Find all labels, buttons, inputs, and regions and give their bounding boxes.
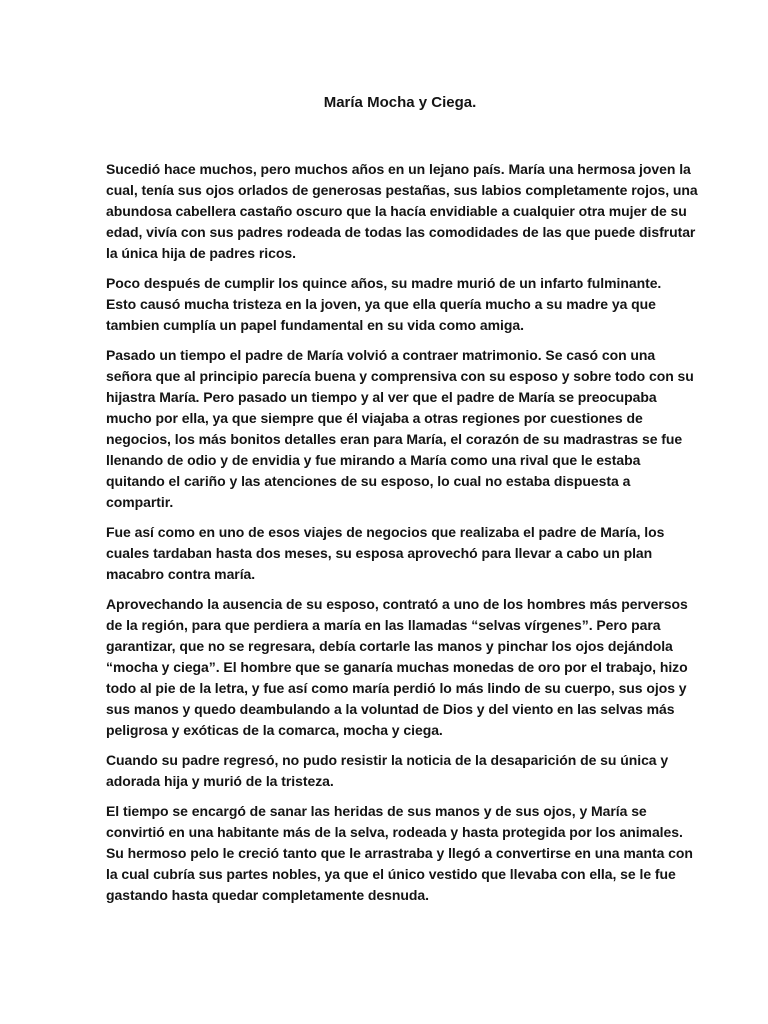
text-line: Pasado un tiempo el padre de María volvió a contraer matrimonio. Se casó con una — [106, 347, 656, 363]
text-line: gastando hasta quedar completamente desnuda. — [106, 887, 429, 903]
text-line: abundosa cabellera castaño oscuro que la hacía envidiable a cualquier otra mujer de su — [106, 203, 687, 219]
text-line: adorada hija y murió de la tristeza. — [106, 773, 334, 789]
paragraph — [106, 801, 693, 906]
text-line: Poco después de cumplir los quince años, su madre murió de un infarto fulminante. — [106, 275, 662, 291]
document-title: María Mocha y Ciega. — [323, 94, 477, 111]
text-line: sus manos y quedo deambulando a la voluntad de Dios y del viento en las selvas más — [106, 701, 675, 717]
text-line: negocios, los más bonitos detalles eran para María, el corazón de su madrastras se fue — [106, 431, 683, 447]
text-line: “mocha y ciega”. El hombre que se ganaría muchas monedas de oro por el trabajo, hizo — [106, 659, 688, 675]
paragraph — [106, 750, 669, 792]
text-line: la única hija de padres ricos. — [106, 245, 296, 261]
text-line: tambien cumplía un papel fundamental en su vida como amiga. — [106, 317, 524, 333]
text-line: hijastra María. Pero pasado un tiempo y al ver que el padre de María se preocupaba — [106, 389, 657, 405]
text-line: llenando de odio y de envidia y fue mirando a María como una rival que le estaba — [106, 452, 641, 468]
text-line: garantizar, que no se regresara, debía cortarle las manos y pinchar los ojos dejándola — [106, 638, 673, 654]
text-line: convirtió en una habitante más de la selva, rodeada y hasta protegida por los animales. — [106, 824, 683, 840]
text-line: cuales tardaban hasta dos meses, su esposa aprovechó para llevar a cabo un plan — [106, 545, 653, 561]
document-body — [106, 159, 698, 906]
text-line: Aprovechando la ausencia de su esposo, contrató a uno de los hombres más perversos — [106, 596, 688, 612]
text-line: Esto causó mucha tristeza en la joven, ya que ella quería mucho a su madre ya que — [106, 296, 656, 312]
text-line: quitando el cariño y las atenciones de su esposo, lo cual no estaba dispuesta a — [106, 473, 631, 489]
paragraph — [106, 273, 664, 336]
text-line: Fue así como en uno de esos viajes de negocios que realizaba el padre de María, los — [106, 524, 665, 540]
text-line: peligrosa y exóticas de la comarca, mocha y ciega. — [106, 722, 443, 738]
text-line: El tiempo se encargó de sanar las heridas de sus manos y de sus ojos, y María se — [106, 803, 647, 819]
text-line: Cuando su padre regresó, no pudo resistir la noticia de la desaparición de su única y — [106, 752, 669, 768]
paragraph — [106, 522, 664, 585]
text-line: cual, tenía sus ojos orlados de generosas pestañas, sus labios completamente rojos, una — [106, 182, 698, 198]
text-line: todo al pie de la letra, y fue así como maría perdió lo más lindo de su cuerpo, sus ojos y — [106, 680, 687, 696]
text-line: señora que al principio parecía buena y comprensiva con su esposo y sobre todo con su — [106, 368, 694, 384]
text-line: edad, vivía con sus padres rodeada de todas las comodidades de las que puede disfrutar — [106, 224, 696, 240]
text-line: compartir. — [106, 494, 174, 510]
paragraph — [106, 345, 694, 513]
paragraph — [106, 594, 688, 741]
text-line: mucho por ella, ya que siempre que él viajaba a otras regiones por cuestiones de — [106, 410, 643, 426]
text-line: Sucedió hace muchos, pero muchos años en un lejano país. María una hermosa joven la — [106, 161, 691, 177]
text-line: macabro contra maría. — [106, 566, 256, 582]
text-line: la cual cubría sus partes nobles, ya que el único vestido que llevaba con ella, se le fue — [106, 866, 676, 882]
text-line: de la región, para que perdiera a maría en las llamadas “selvas vírgenes”. Pero para — [106, 617, 661, 633]
paragraph — [106, 159, 698, 264]
text-line: Su hermoso pelo le creció tanto que le arrastraba y llegó a convertirse en una manta con — [106, 845, 693, 861]
